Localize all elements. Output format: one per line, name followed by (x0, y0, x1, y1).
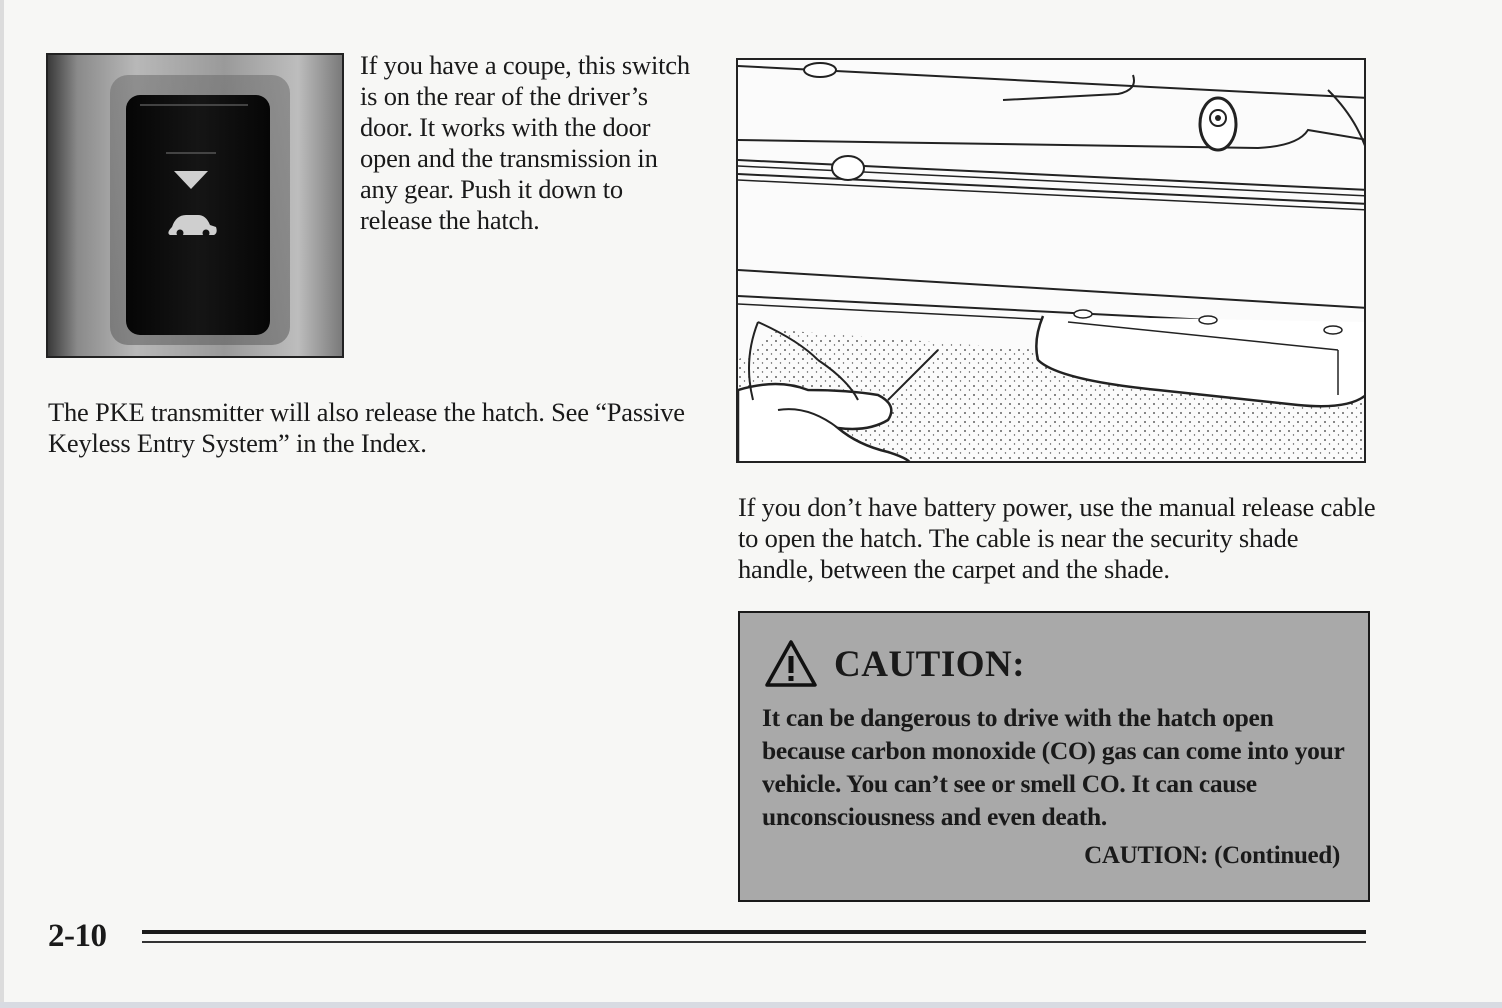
warning-triangle-icon (764, 639, 818, 689)
caution-title: CAUTION: (834, 643, 1026, 685)
coupe-switch-paragraph: If you have a coupe, this switch is on the rear of the driver’s door. It works with the door open and the transmission in any gear. Push it down to release the hatch. (360, 50, 690, 235)
page-edge-bottom (0, 1002, 1502, 1008)
pke-transmitter-paragraph: The PKE transmitter will also release the hatch. See “Passive Keyless Entry System” in the Index. (48, 397, 685, 458)
manual-release-cable-illustration (736, 58, 1366, 463)
caution-box (738, 611, 1370, 902)
caution-body: It can be dangerous to drive with the hatch open because carbon monoxide (CO) gas can come into your vehicle. You can’t see or smell CO. It can cause unconsciousness and even death. (762, 703, 1345, 831)
hatch-release-switch-photo (46, 53, 344, 358)
caution-heading (764, 639, 1025, 689)
page-edge-left (0, 0, 4, 1008)
manual-release-paragraph: If you don’t have battery power, use the manual release cable to open the hatch. The cable is near the security shade handle, between the carpet and the shade. (738, 492, 1376, 584)
footer-rule-thin (142, 941, 1366, 943)
caution-continued-label: CAUTION: (Continued) (1084, 842, 1340, 869)
footer-rule (142, 930, 1366, 934)
page-number: 2-10 (48, 918, 107, 954)
